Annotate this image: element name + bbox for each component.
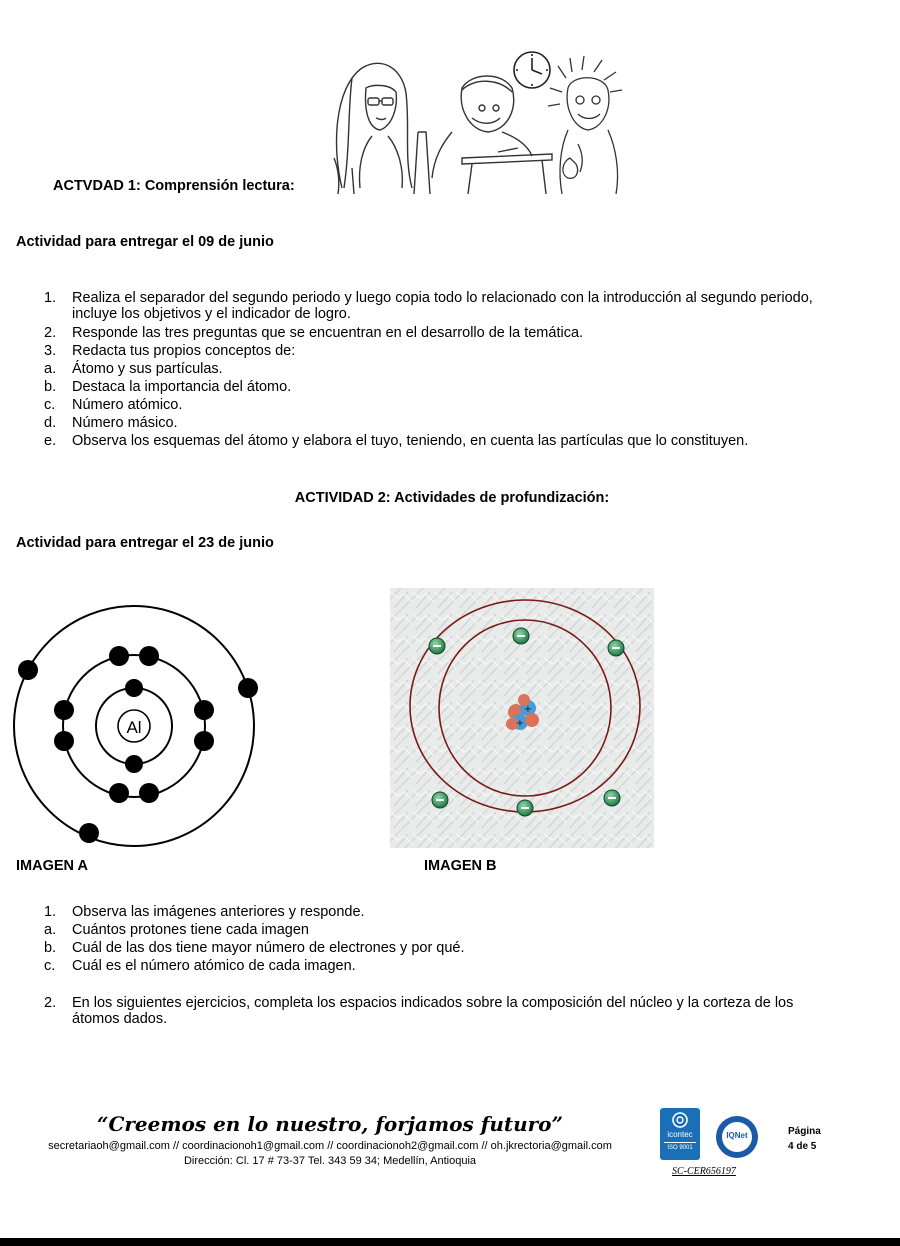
list-item xyxy=(44,325,844,341)
list-text: Átomo y sus partículas. xyxy=(72,361,223,377)
header-illustration xyxy=(322,48,634,196)
list-marker: c. xyxy=(44,397,56,413)
page-number: 4 de 5 xyxy=(788,1141,817,1152)
list-marker: e. xyxy=(44,433,57,449)
list-item xyxy=(44,397,844,413)
girl-with-glasses-drawing xyxy=(334,63,412,194)
list-text: Redacta tus propios conceptos de: xyxy=(72,343,296,359)
list-item xyxy=(44,379,844,395)
icontec-logo xyxy=(660,1108,700,1160)
list-item xyxy=(44,290,844,322)
electron xyxy=(238,678,258,698)
list-marker: b. xyxy=(44,379,57,395)
electron xyxy=(513,628,529,644)
list-marker: d. xyxy=(44,415,57,431)
list-item xyxy=(44,361,844,377)
activity1-heading: ACTVDAD 1: Comprensión lectura: xyxy=(53,178,295,194)
footer-emails: secretariaoh@gmail.com // coordinacionoh1@gmail.com // coordinacionoh2@gmail.com // oh.jkrectoria@gmail.com xyxy=(48,1140,612,1152)
bottom-rule xyxy=(0,1238,900,1246)
list-marker: 1. xyxy=(44,290,57,306)
electron xyxy=(79,823,99,843)
list-marker: a. xyxy=(44,361,57,377)
electron xyxy=(139,783,159,803)
wall-clock-drawing xyxy=(514,52,550,88)
list-text: Observa los esquemas del átomo y elabora el tuyo, teniendo, en cuenta las partículas que lo constituyen. xyxy=(72,433,749,449)
electron xyxy=(109,783,129,803)
image-b-atom-diagram xyxy=(390,588,654,848)
list-text: Realiza el separador del segundo periodo y luego copia todo lo relacionado con la introducción al segundo periodo, incluye los objetivos y el indicador de logro. xyxy=(72,290,813,322)
activity1-due-date: Actividad para entregar el 09 de junio xyxy=(16,234,274,250)
list-item xyxy=(44,940,844,956)
list-text: Cuántos protones tiene cada imagen xyxy=(72,922,309,938)
electron xyxy=(125,755,143,773)
electron xyxy=(608,640,624,656)
list-marker: b. xyxy=(44,940,57,956)
image-a-caption: IMAGEN A xyxy=(16,858,88,874)
activity2-heading: ACTIVIDAD 2: Actividades de profundización: xyxy=(294,490,610,506)
icontec-text: icontec xyxy=(667,1130,693,1139)
image-b-caption: IMAGEN B xyxy=(424,858,497,874)
iqnet-text: IQNet xyxy=(726,1131,748,1140)
list-marker: 2. xyxy=(44,995,57,1011)
electron xyxy=(54,700,74,720)
list-text: Número atómico. xyxy=(72,397,183,413)
scientist-drawing xyxy=(548,56,622,194)
activity2-due-date: Actividad para entregar el 23 de junio xyxy=(16,535,274,551)
electron xyxy=(429,638,445,654)
list-marker: c. xyxy=(44,958,56,974)
electron xyxy=(18,660,38,680)
list-item xyxy=(44,904,844,920)
image-a-bohr-diagram xyxy=(8,596,270,848)
nucleus-label: Al xyxy=(126,718,142,737)
list-text: Observa las imágenes anteriores y responde. xyxy=(72,904,365,920)
list-marker: 3. xyxy=(44,343,57,359)
list-text: Destaca la importancia del átomo. xyxy=(72,379,292,395)
list-item xyxy=(44,343,844,359)
boy-writing-drawing xyxy=(414,76,552,194)
list-marker: 2. xyxy=(44,325,57,341)
footer-motto: “Creemos en lo nuestro, forjamos futuro” xyxy=(96,1112,564,1136)
icontec-emblem-icon xyxy=(660,1108,700,1130)
electron xyxy=(139,646,159,666)
electron xyxy=(125,679,143,697)
iso-text: ISO 9001 xyxy=(664,1142,696,1153)
list-marker: 1. xyxy=(44,904,57,920)
iqnet-logo xyxy=(716,1116,758,1158)
electron xyxy=(109,646,129,666)
electron xyxy=(432,792,448,808)
electron xyxy=(517,800,533,816)
list-text: Cuál es el número atómico de cada imagen. xyxy=(72,958,356,974)
list-text: Cuál de las dos tiene mayor número de electrones y por qué. xyxy=(72,940,465,956)
list-text: En los siguientes ejercicios, completa los espacios indicados sobre la composición del núcleo y la corteza de los átomos dados. xyxy=(72,995,794,1027)
page-label: Página xyxy=(788,1126,821,1137)
list-text: Número másico. xyxy=(72,415,178,431)
list-item xyxy=(44,415,844,431)
electron xyxy=(194,731,214,751)
electron xyxy=(604,790,620,806)
footer-address: Dirección: Cl. 17 # 73-37 Tel. 343 59 34; Medellín, Antioquia xyxy=(183,1155,477,1167)
list-item xyxy=(44,958,844,974)
certificate-code: SC-CER656197 xyxy=(672,1166,736,1177)
list-item xyxy=(44,995,844,1027)
list-item xyxy=(44,433,844,449)
list-item xyxy=(44,922,844,938)
list-text: Responde las tres preguntas que se encuentran en el desarrollo de la temática. xyxy=(72,325,584,341)
electron xyxy=(194,700,214,720)
svg-text:+: + xyxy=(515,718,525,729)
svg-text:+: + xyxy=(523,704,533,715)
list-marker: a. xyxy=(44,922,57,938)
electron xyxy=(54,731,74,751)
